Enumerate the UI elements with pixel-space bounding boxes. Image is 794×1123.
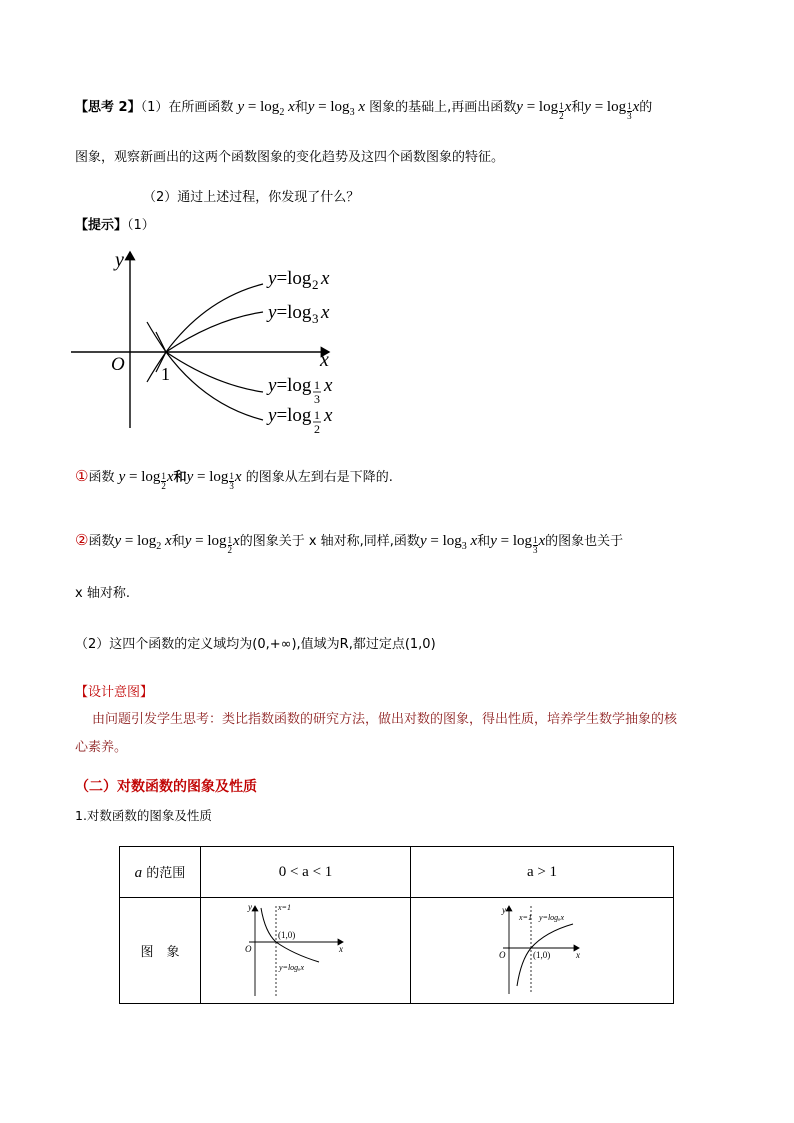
svg-text:3: 3 xyxy=(312,311,319,326)
svg-text:(1,0): (1,0) xyxy=(278,930,296,940)
graph-one-tick: 1 xyxy=(161,364,170,384)
svg-text:1: 1 xyxy=(314,408,320,422)
svg-text:x: x xyxy=(576,950,580,960)
think2-line2: 图象，观察新画出的这两个函数图象的变化趋势及这四个函数图象的特征。 xyxy=(75,150,505,165)
svg-text:(1,0): (1,0) xyxy=(533,950,551,960)
curve-log3 xyxy=(156,312,263,352)
label-log-third xyxy=(266,375,333,406)
label-log-half xyxy=(266,405,333,436)
svg-text:y=logₐx: y=logₐx xyxy=(279,963,305,972)
section-sub: 1.对数函数的图象及性质 xyxy=(75,808,212,823)
math-log3x: $y = \log_3 x$ xyxy=(307,99,365,118)
graph-x-label: x xyxy=(320,349,329,371)
svg-text:y: y xyxy=(502,905,506,915)
curve-log-third xyxy=(156,352,263,392)
graph-origin: O xyxy=(111,354,125,375)
head-col2: a > 1 xyxy=(411,847,674,898)
svg-text:O: O xyxy=(499,950,506,960)
svg-text:x: x xyxy=(324,405,333,426)
math-log2x: $y = \log_2 x$ xyxy=(237,99,295,118)
svg-text:x: x xyxy=(324,375,333,396)
point-1: ①函数 y = log $\frac{1}{2}$ x和y = log $\frac{1}{3}$ x 的图象从左到右是下降的. xyxy=(75,467,393,491)
design-line1: 由问题引发学生思考：类比指数函数的研究方法，做出对数的图象，得出性质，培养学生数学抽象的核 xyxy=(92,712,678,727)
svg-text:x=1: x=1 xyxy=(278,903,291,912)
svg-text:2: 2 xyxy=(312,277,319,292)
svg-text:y=log: y=log xyxy=(268,268,312,289)
head-col1: 0 < a < 1 xyxy=(201,847,411,898)
svg-text:x: x xyxy=(321,268,330,289)
hint-heading: 【提示】（1） xyxy=(75,218,155,233)
graph-increasing xyxy=(411,898,673,1003)
think2-q2: （2）通过上述过程，你发现了什么？ xyxy=(143,190,360,205)
design-tag: 【设计意图】 xyxy=(75,685,154,700)
svg-text:y=log: y=log xyxy=(268,405,312,426)
point-2: ②函数$y = \log_2 x$和y = log $\frac{1}{2}$ x的图象关于 x 轴对称,同样,函数$y = \log_3 x$和y = log $\frac{1}{3}$ x的图象也关于 xyxy=(75,531,624,555)
label-log2 xyxy=(266,268,330,292)
point-3: （2）这四个函数的定义域均为(0,+∞),值域为R,都过定点(1,0) xyxy=(75,637,436,652)
head-range: a 的范围 xyxy=(120,847,201,898)
svg-text:2: 2 xyxy=(314,422,320,436)
svg-text:O: O xyxy=(245,944,252,954)
svg-text:y=log: y=log xyxy=(268,375,312,396)
section-title: （二）对数函数的图象及性质 xyxy=(75,779,257,795)
cell-graph-increasing xyxy=(411,898,674,1004)
svg-text:x: x xyxy=(339,944,343,954)
svg-text:1: 1 xyxy=(314,378,320,392)
think2-intro: （1）在所画函数 xyxy=(140,100,234,115)
row-label-graph: 图 象 xyxy=(120,898,201,1004)
log-functions-graph xyxy=(65,244,355,440)
svg-text:3: 3 xyxy=(314,392,320,406)
svg-text:y: y xyxy=(248,902,252,912)
math-log-third-x: y = log $\frac{1}{3}$ x xyxy=(584,99,640,121)
curve-log2 xyxy=(147,284,263,352)
graph-y-label: y xyxy=(115,249,124,271)
think2-line1: 【思考 2】（1）在所画函数 $y = \log_2 x$和$y = \log_3 x$ 图象的基础上,再画出函数y = log $\frac{1}{2}$ x和y = log $\frac{1}{3}$ x的 xyxy=(75,99,653,121)
curve-log-half xyxy=(147,352,263,420)
log-property-table xyxy=(119,846,674,1004)
svg-text:y=logₐx: y=logₐx xyxy=(539,913,565,922)
graph-decreasing xyxy=(201,898,410,1003)
svg-text:x: x xyxy=(321,302,330,323)
svg-text:x=1: x=1 xyxy=(519,913,532,922)
label-log3 xyxy=(266,302,330,326)
cell-graph-decreasing xyxy=(201,898,411,1004)
point-2-line2: x 轴对称. xyxy=(75,586,130,601)
svg-text:y=log: y=log xyxy=(268,302,312,323)
math-log-half-x: y = log $\frac{1}{2}$ x xyxy=(516,99,572,121)
think2-tag: 【思考 2】 xyxy=(75,100,141,115)
design-line2: 心素养。 xyxy=(75,740,128,755)
